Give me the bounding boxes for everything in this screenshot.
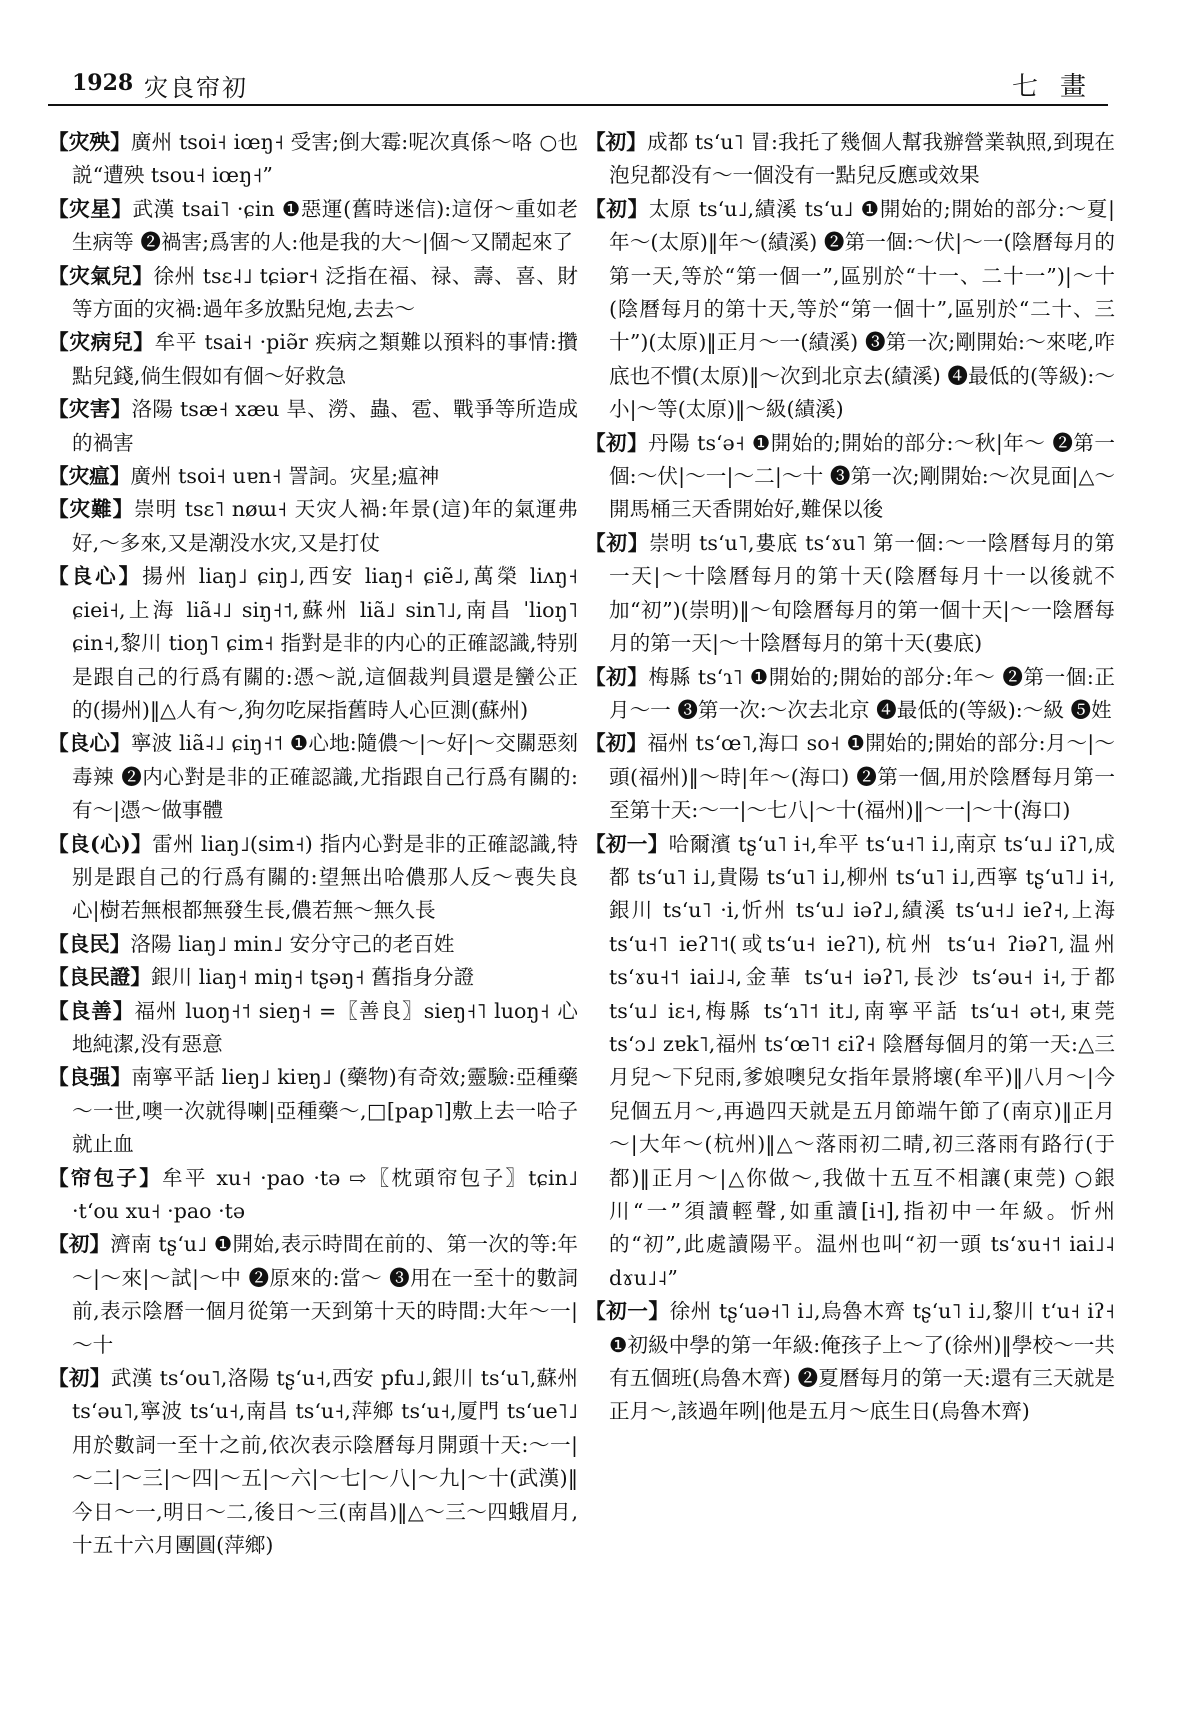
entry-text: 揚州 liaŋ˩ ɕiŋ˩,西安 liaŋ˧ ɕiẽ˩,萬榮 liʌŋ˧ ɕiei˧,上海 liã˨˩ siŋ˧˦,蘇州 liã˩ sin˥˩,南昌 ˈlioŋ˥ ɕin˧,黎川 tioŋ˥ ɕim˧ 指對是非的内心的正確認識,特别是跟自己的行爲有關的:憑～説,這個裁判員還是蠻公正的(揚州)‖△人有～,狗勿吃屎指舊時人心叵測(蘇州): [72, 564, 578, 722]
page-headwords: 灾良帘初: [144, 74, 248, 102]
entry-headword: 【良(心)】: [48, 831, 153, 856]
dictionary-entry: [48, 1061, 578, 1161]
entry-text: 成都 tsʻu˥ 冒:我托了幾個人幫我辦營業執照,到現在泡兒都没有～一個没有一點兒反應或效果: [609, 130, 1115, 188]
entry-headword: 【良强】: [48, 1065, 132, 1090]
entry-headword: 【初】: [585, 130, 647, 154]
left-column: [48, 126, 578, 1562]
entry-headword: 【灾星】: [48, 196, 133, 221]
entry-text: 牟平 xu˧ ·pao ·tə ⇨〖枕頭帘包子〗tɕin˩ ·tʻou xu˧ ·pao ·tə: [72, 1165, 579, 1223]
entry-text: 崇明 tsʻu˥,婁底 tsʻɤu˥ 第一個:～一陰曆每月的第一天|～十陰曆每月的第十天(陰曆每月十一以後就不加“初”)(崇明)‖～旬陰曆每月的第一個十天|～一陰曆每月的第一天|～十陰曆每月的第十天(婁底): [609, 530, 1115, 656]
entry-text: 武漢 tsai˥ ·ɕin ❶惡運(舊時迷信):這伢～重如老生病等 ❷禍害;爲害的人:他是我的大～|個～又鬧起來了: [72, 196, 579, 255]
dictionary-entry: [48, 560, 578, 727]
entry-headword: 【良心】: [48, 731, 131, 756]
dictionary-entry: [585, 661, 1115, 728]
entry-headword: 【初一】: [585, 831, 669, 856]
entry-text: 寧波 liã˨˩ ɕiŋ˧˦ ❶心地:隨儂～|～好|～交關惡刻毒辣 ❷内心對是非的正確認識,尤指跟自己行爲有關的:有～|憑～做事體: [72, 731, 579, 823]
dictionary-entry: [48, 1362, 578, 1562]
entry-text: 丹陽 tsʻə˧ ❶開始的;開始的部分:～秋|年～ ❷第一個:～伏|～一|～二|～十 ❸第一次;剛開始:～次見面|△～開馬桶三天香開始好,難保以後: [609, 430, 1115, 522]
entry-headword: 【良民證】: [48, 965, 151, 990]
dictionary-entry: [585, 527, 1115, 661]
entry-text: 徐州 tsɛ˨˩ tɕiər˧ 泛指在福、禄、壽、喜、財等方面的灾禍:過年多放點兒炮,去去～: [72, 263, 579, 322]
entry-headword: 【灾瘟】: [48, 464, 131, 489]
stroke-count-label: 七畫: [1011, 72, 1108, 102]
entry-text: 濟南 tʂʻu˩ ❶開始,表示時間在前的、第一次的等:年～|～來|～試|～中 ❷原來的:當～ ❸用在一至十的數詞前,表示陰曆一個月從第一天到第十天的時間:大年～一|～十: [72, 1232, 578, 1357]
entry-headword: 【良民】: [48, 931, 131, 956]
dictionary-entry: [48, 1162, 578, 1229]
entry-headword: 【初】: [48, 1232, 111, 1257]
entry-text: 福州 tsʻœ˥,海口 so˧ ❶開始的;開始的部分:月～|～頭(福州)‖～時|年～(海口) ❷第一個,用於陰曆每月第一至第十天:～一|～七八|～十(福州)‖～一|～十(海口): [609, 731, 1115, 823]
page-number: 1928: [72, 70, 134, 96]
entry-headword: 【灾殃】: [48, 130, 131, 154]
entry-headword: 【初】: [585, 430, 649, 455]
dictionary-entry: [48, 126, 578, 193]
entry-headword: 【初】: [585, 196, 649, 221]
dictionary-entry: [585, 193, 1115, 427]
dictionary-entry: [48, 493, 578, 560]
dictionary-entry: [48, 193, 578, 260]
entry-headword: 【灾難】: [48, 497, 135, 522]
dictionary-entry: [48, 393, 578, 460]
entry-text: 雷州 liaŋ˩(sim˧) 指内心對是非的正確認識,特别是跟自己的行爲有關的:望無出哈儂那人反～喪失良心|樹若無根都無發生長,儂若無～無久長: [72, 831, 578, 923]
dictionary-entry: [585, 1295, 1115, 1429]
dictionary-entry: [48, 727, 578, 827]
entry-text: 南寧平話 lieŋ˩ kiɐŋ˩ (藥物)有奇效;靈驗:亞種藥～一世,噢一次就得喇|亞種藥～,□[pap˥]敷上去一哈子就止血: [72, 1065, 578, 1157]
dictionary-entry: [48, 460, 578, 493]
entry-text: 廣州 tsoi˧ uɐn˧ 詈詞。灾星;瘟神: [130, 464, 440, 489]
dictionary-entry: [585, 727, 1115, 827]
dictionary-entry: [48, 260, 578, 327]
dictionary-entry: [48, 326, 578, 393]
entry-headword: 【灾病兒】: [48, 330, 155, 355]
dictionary-entry: [48, 828, 578, 928]
right-column: [585, 126, 1115, 1429]
entry-headword: 【初】: [585, 664, 649, 689]
entry-text: 太原 tsʻu˩,績溪 tsʻu˩ ❶開始的;開始的部分:～夏|年～(太原)‖年～(績溪) ❷第一個:～伏|～一(陰曆每月的第一天,等於“第一個一”,區别於“十一、二十一”)|～十(陰曆每月的第十天,等於“第一個十”,區别於“二十、三十”)(太原)‖正月～一(績溪) ❸第一次;剛開始:～來咾,咋底也不慣(太原)‖～次到北京去(績溪) ❹最低的(等級):～小|～等(太原)‖～級(績溪): [609, 196, 1115, 422]
dictionary-entry: [48, 995, 578, 1062]
entry-headword: 【灾氣兒】: [48, 263, 154, 288]
entry-text: 洛陽 tsæ˧ xæu 旱、澇、蟲、雹、戰爭等所造成的禍害: [72, 397, 579, 455]
entry-text: 哈爾濱 tʂʻu˥ i˧,牟平 tsʻu˧˥ i˩,南京 tsʻu˩ iʔ˥,成都 tsʻu˥ i˩,貴陽 tsʻu˥ i˩,柳州 tsʻu˥ i˩,西寧 tʂʻu˥˩ i˧,銀川 tsʻu˥ ·i,忻州 tsʻu˩ iəʔ˩,績溪 tsʻu˧˩ ieʔ˧,上海 tsʻu˧˥ ieʔ˥˦(或tsʻu˧ ieʔ˥),杭州 tsʻu˧ ʔiəʔ˥,温州 tsʻɤu˧˦ iai˩˨,金華 tsʻu˧ iəʔ˥,長沙 tsʻəu˧ i˧,于都 tsʻu˩ iɛ˧,梅縣 tsʻɿ˥˦ it˩,南寧平話 tsʻu˧ ət˧,東莞 tsʻɔ˩ zɐk˥,福州 tsʻœ˥˦ ɛiʔ˧ 陰曆每個月的第一天:△三月兒～下兒雨,爹娘噢兒女指年景將壞(牟平)‖八月～|今兒個五月～,再過四天就是五月節端午節了(南京)‖正月～|大年～(杭州)‖△～落雨初二晴,初三落雨有路行(于都)‖正月～|△你做～,我做十五互不相讓(東莞) ○銀川“一”須讀輕聲,如重讀[i˧],指初中一年級。忻州的“初”,此處讀陽平。温州也叫“初一頭 tsʻɤu˧˦ iai˩˨ dɤu˩˨”: [609, 831, 1115, 1290]
entry-text: 崇明 tsɛ˥ nøɯ˧ 天灾人禍:年景(這)年的氣運弗好,～多來,又是潮没水灾,又是打仗: [72, 497, 578, 555]
entry-text: 銀川 liaŋ˧ miŋ˧ tʂəŋ˧ 舊指身分證: [150, 965, 475, 990]
dictionary-entry: [585, 126, 1115, 193]
entry-text: 牟平 tsai˧ ·piə̃r 疾病之類難以預料的事情:攢點兒錢,倘生假如有個～好救急: [72, 330, 578, 388]
entry-text: 徐州 tʂʻuə˧˥ i˩,烏魯木齊 tʂʻu˥ i˩,黎川 tʻu˧ iʔ˧ ❶初級中學的第一年級:俺孩子上～了(徐州)‖學校～一共有五個班(烏魯木齊) ❷夏曆每月的第一天:還有三天就是正月～,該過年咧|他是五月～底生日(烏魯木齊): [609, 1299, 1116, 1424]
dictionary-entry: [48, 961, 578, 994]
entry-text: 廣州 tsoi˧ iœŋ˧ 受害;倒大霉:呢次真係～咯 ○也説“遭殃 tsou˧ iœŋ˧”: [72, 130, 579, 188]
entry-headword: 【初】: [585, 731, 648, 756]
entry-text: 梅縣 tsʻɿ˥ ❶開始的;開始的部分:年～ ❷第一個:正月～一 ❸第一次:～次去北京 ❹最低的(等級):～級 ❺姓: [609, 664, 1115, 722]
dictionary-entry: [48, 928, 578, 961]
dictionary-entry: [48, 1228, 578, 1362]
page-header: [48, 58, 1108, 106]
entry-headword: 【灾害】: [48, 397, 132, 422]
dictionary-entry: [585, 828, 1115, 1296]
dictionary-entry: [585, 427, 1115, 527]
entry-headword: 【帘包子】: [48, 1165, 163, 1190]
entry-headword: 【初】: [48, 1366, 111, 1391]
entry-headword: 【良心】: [48, 564, 143, 589]
entry-text: 洛陽 liaŋ˩ min˩ 安分守己的老百姓: [130, 931, 455, 956]
entry-text: 福州 luoŋ˧˦ sieŋ˧ =〖善良〗sieŋ˧˥ luoŋ˧ 心地純潔,没有惡意: [72, 998, 578, 1056]
entry-headword: 【初】: [585, 530, 650, 555]
entry-headword: 【初一】: [585, 1299, 670, 1324]
entry-headword: 【良善】: [48, 998, 135, 1023]
entry-text: 武漢 tsʻou˥,洛陽 tʂʻu˧,西安 pfu˩,銀川 tsʻu˥,蘇州 tsʻəu˥,寧波 tsʻu˧,南昌 tsʻu˧,萍鄉 tsʻu˧,厦門 tsʻue˥˩ 用於數詞一至十之前,依次表示陰曆每月開頭十天:～一|～二|～三|～四|～五|～六|～七|～八|～九|～十(武漢)‖今日～一,明日～二,後日～三(南昌)‖△～三～四蛾眉月,十五十六月團圓(萍鄉): [72, 1366, 579, 1558]
